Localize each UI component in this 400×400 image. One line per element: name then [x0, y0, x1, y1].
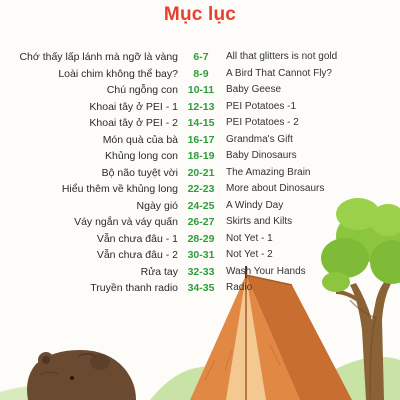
toc-pages: 22-23	[187, 183, 215, 195]
toc-row[interactable]	[0, 198, 400, 215]
toc-title-en: Not Yet - 1	[226, 232, 273, 244]
toc-row[interactable]	[0, 82, 400, 99]
toc-pages: 10-11	[187, 84, 215, 96]
toc-title-vi: Khoai tây ở PEI - 2	[89, 117, 178, 129]
toc-pages: 28-29	[187, 232, 215, 245]
toc-title-en: PEI Potatoes - 2	[226, 117, 299, 128]
toc-title-vi: Bộ não tuyệt vời	[101, 166, 178, 179]
toc-title-vi: Khủng long con	[105, 150, 178, 162]
toc-pages: 24-25	[187, 199, 215, 212]
toc-title-en: PEI Potatoes -1	[226, 100, 297, 112]
toc-title-en: The Amazing Brain	[226, 166, 311, 178]
toc-row[interactable]	[0, 231, 400, 248]
toc-row[interactable]	[0, 165, 400, 182]
toc-title-en: Wash Your Hands	[226, 265, 306, 277]
toc-pages: 20-21	[187, 166, 215, 179]
toc-title-vi: Chú ngỗng con	[106, 84, 178, 96]
toc-title-en: More about Dinosaurs	[226, 183, 325, 194]
toc-row[interactable]	[0, 115, 400, 132]
toc-title-vi: Chớ thấy lấp lánh mà ngỡ là vàng	[19, 51, 178, 63]
toc-row[interactable]	[0, 214, 400, 231]
toc-row[interactable]	[0, 148, 400, 165]
toc-title-en: Radio	[226, 282, 253, 293]
toc-pages: 8-9	[193, 67, 209, 80]
toc-title-vi: Vẫn chưa đâu - 2	[96, 249, 178, 261]
toc-pages: 6-7	[193, 51, 209, 63]
toc-pages: 32-33	[187, 265, 215, 278]
toc-title-en: Baby Geese	[226, 84, 282, 95]
toc-title-en: Grandma's Gift	[226, 133, 293, 145]
toc-title-vi: Khoai tây ở PEI - 1	[89, 100, 178, 113]
toc-pages: 30-31	[187, 249, 215, 261]
toc-pages: 34-35	[187, 282, 215, 294]
toc-pages: 14-15	[187, 117, 215, 129]
toc-title-vi: Rửa tay	[140, 265, 178, 278]
toc-title-en: Skirts and Kilts	[226, 216, 293, 227]
page-title: Mục lục	[163, 4, 237, 25]
toc-row[interactable]	[0, 132, 400, 149]
toc-title-vi: Hiểu thêm về khủng long	[61, 183, 178, 195]
toc-title-en: Baby Dinosaurs	[226, 150, 297, 161]
toc-row[interactable]	[0, 264, 400, 281]
toc-title-vi: Váy ngắn và váy quấn	[74, 216, 178, 228]
toc-row[interactable]	[0, 49, 400, 66]
toc-row[interactable]	[0, 280, 400, 297]
toc-title-vi: Ngày gió	[136, 199, 178, 212]
toc-pages: 26-27	[187, 216, 215, 228]
toc-pages: 12-13	[187, 100, 215, 113]
toc-row[interactable]	[0, 247, 400, 264]
toc-title-en: A Bird That Cannot Fly?	[226, 67, 332, 79]
toc-row[interactable]	[0, 181, 400, 198]
toc-title-vi: Loài chim không thể bay?	[58, 67, 178, 80]
toc-title-en: Not Yet - 2	[226, 249, 273, 260]
toc-row[interactable]	[0, 66, 400, 83]
toc-pages: 18-19	[187, 150, 215, 162]
table-of-contents	[0, 49, 400, 297]
toc-title-vi: Món quà của bà	[102, 133, 178, 146]
toc-title-en: A Windy Day	[226, 199, 284, 211]
toc-title-vi: Truyền thanh radio	[90, 282, 178, 294]
bear	[27, 350, 136, 400]
toc-pages: 16-17	[187, 133, 215, 146]
toc-title-vi: Vẫn chưa đâu - 1	[96, 232, 178, 245]
toc-title-en: All that glitters is not gold	[226, 51, 338, 62]
toc-row[interactable]	[0, 99, 400, 116]
